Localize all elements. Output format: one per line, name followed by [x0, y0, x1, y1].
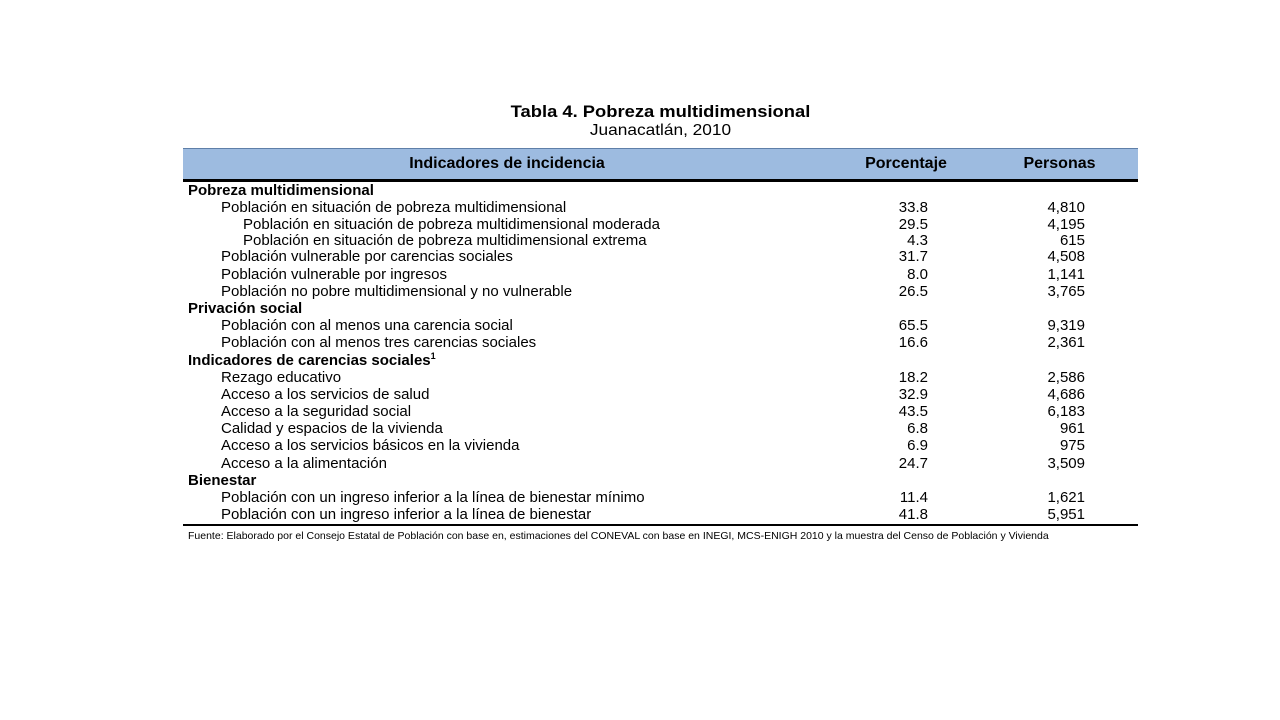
table-row	[183, 232, 1138, 248]
people-cell: 3,509	[1047, 454, 1085, 472]
section-heading	[188, 300, 302, 317]
row-label-text: Acceso a la seguridad social	[221, 403, 412, 421]
section-heading-row	[183, 182, 1138, 199]
header-indicators: Indicadores de incidencia	[409, 155, 605, 172]
percent-cell: 33.8	[898, 199, 928, 217]
row-label	[221, 437, 519, 454]
row-label-text: Población en situación de pobreza multidimensional	[221, 199, 567, 217]
percent-cell: 41.8	[898, 506, 928, 524]
percent-cell: 6.8	[907, 420, 928, 438]
table-row	[183, 437, 1138, 454]
people-cell: 9,319	[1047, 317, 1085, 335]
table-row	[183, 266, 1138, 283]
percent-cell: 8.0	[907, 265, 928, 283]
table-row	[183, 455, 1138, 472]
percent-cell: 29.5	[898, 216, 928, 234]
row-label	[221, 489, 645, 506]
people-cell: 2,361	[1047, 334, 1085, 352]
people-cell: 6,183	[1047, 403, 1085, 421]
row-label-text: Privación social	[188, 299, 303, 317]
row-label-text: Acceso a la alimentación	[221, 454, 387, 472]
row-label	[221, 334, 536, 351]
people-cell: 615	[1059, 232, 1085, 250]
table-body	[183, 182, 1138, 526]
row-label-text: Población en situación de pobreza multidimensional moderada	[243, 216, 660, 234]
row-label-text: Acceso a los servicios básicos en la vivienda	[221, 437, 520, 455]
row-label	[221, 369, 341, 386]
table-row	[183, 334, 1138, 351]
row-label	[221, 420, 443, 437]
people-cell: 4,508	[1047, 248, 1085, 266]
percent-cell: 16.6	[898, 334, 928, 352]
section-heading-row	[183, 300, 1138, 317]
section-heading	[188, 352, 436, 369]
people-cell: 4,810	[1047, 199, 1085, 217]
row-label	[221, 199, 566, 216]
percent-cell: 11.4	[899, 489, 928, 506]
percent-cell: 6.9	[907, 437, 928, 455]
table-row	[183, 403, 1138, 420]
table-row	[183, 199, 1138, 216]
section-heading	[188, 472, 256, 489]
row-label	[221, 248, 513, 265]
row-label-text: Calidad y espacios de la vivienda	[221, 420, 443, 438]
row-label-text: Acceso a los servicios de salud	[221, 385, 430, 403]
row-label-text: Población vulnerable por carencias sociales	[221, 248, 513, 266]
row-label-text: Población con un ingreso inferior a la línea de bienestar mínimo	[221, 489, 645, 506]
table-row	[183, 369, 1138, 386]
source-footnote: Fuente: Elaborado por el Consejo Estatal de Población con base en, estimaciones del CONEVAL con base en INEGI, MCS-ENIGH 2010 y la muestra del Censo de Población y Vivienda	[188, 530, 1049, 542]
row-label	[221, 403, 411, 420]
row-label-text: Población con al menos tres carencias sociales	[221, 334, 537, 352]
percent-cell: 24.7	[898, 454, 928, 472]
table-row	[183, 420, 1138, 437]
percent-cell: 32.9	[898, 385, 928, 403]
row-label	[243, 216, 660, 233]
percent-cell: 4.3	[907, 232, 928, 250]
table-row	[183, 506, 1138, 523]
table-title: Tabla 4. Pobreza multidimensional	[510, 102, 811, 121]
people-cell: 2,586	[1047, 368, 1085, 386]
table-row	[183, 248, 1138, 265]
table-row	[183, 386, 1138, 403]
footnote-marker: 1	[430, 350, 436, 361]
people-cell: 4,686	[1047, 385, 1085, 403]
row-label	[221, 317, 513, 334]
row-label	[221, 386, 429, 403]
section-heading-row	[183, 352, 1138, 369]
people-cell: 961	[1059, 420, 1085, 438]
row-label-text: Indicadores de carencias sociales	[188, 351, 431, 369]
table-row	[183, 489, 1138, 506]
percent-cell: 26.5	[898, 282, 928, 300]
row-label-text: Población no pobre multidimensional y no vulnerable	[221, 282, 573, 300]
people-cell: 1,621	[1047, 489, 1085, 506]
percent-cell: 31.7	[898, 248, 928, 266]
percent-cell: 65.5	[898, 317, 928, 335]
people-cell: 4,195	[1047, 216, 1085, 234]
section-heading-row	[183, 472, 1138, 489]
row-label	[221, 455, 387, 472]
percent-cell: 18.2	[898, 368, 928, 386]
row-label-text: Población con un ingreso inferior a la línea de bienestar	[221, 506, 592, 524]
row-label	[221, 266, 447, 283]
row-label-text: Población con al menos una carencia social	[221, 317, 513, 335]
row-label	[243, 232, 647, 249]
row-label	[221, 283, 572, 300]
people-cell: 975	[1059, 437, 1085, 455]
section-heading	[188, 182, 374, 199]
header-people: Personas	[1023, 155, 1096, 172]
row-label-text: Población vulnerable por ingresos	[221, 265, 447, 283]
percent-cell: 43.5	[898, 403, 928, 421]
header-percent: Porcentaje	[865, 155, 947, 172]
people-cell: 3,765	[1047, 282, 1085, 300]
row-label	[221, 506, 591, 523]
people-cell: 5,951	[1047, 506, 1085, 524]
row-label-text: Población en situación de pobreza multidimensional extrema	[243, 232, 647, 250]
row-label-text: Bienestar	[188, 471, 257, 489]
people-cell: 1,141	[1047, 265, 1085, 283]
row-label-text: Rezago educativo	[221, 368, 342, 386]
table-header	[183, 148, 1138, 182]
row-label-text: Pobreza multidimensional	[188, 182, 374, 199]
table-row	[183, 216, 1138, 232]
poverty-table	[183, 148, 1138, 526]
table-subtitle: Juanacatlán, 2010	[589, 122, 732, 139]
table-row	[183, 317, 1138, 334]
table-row	[183, 283, 1138, 300]
